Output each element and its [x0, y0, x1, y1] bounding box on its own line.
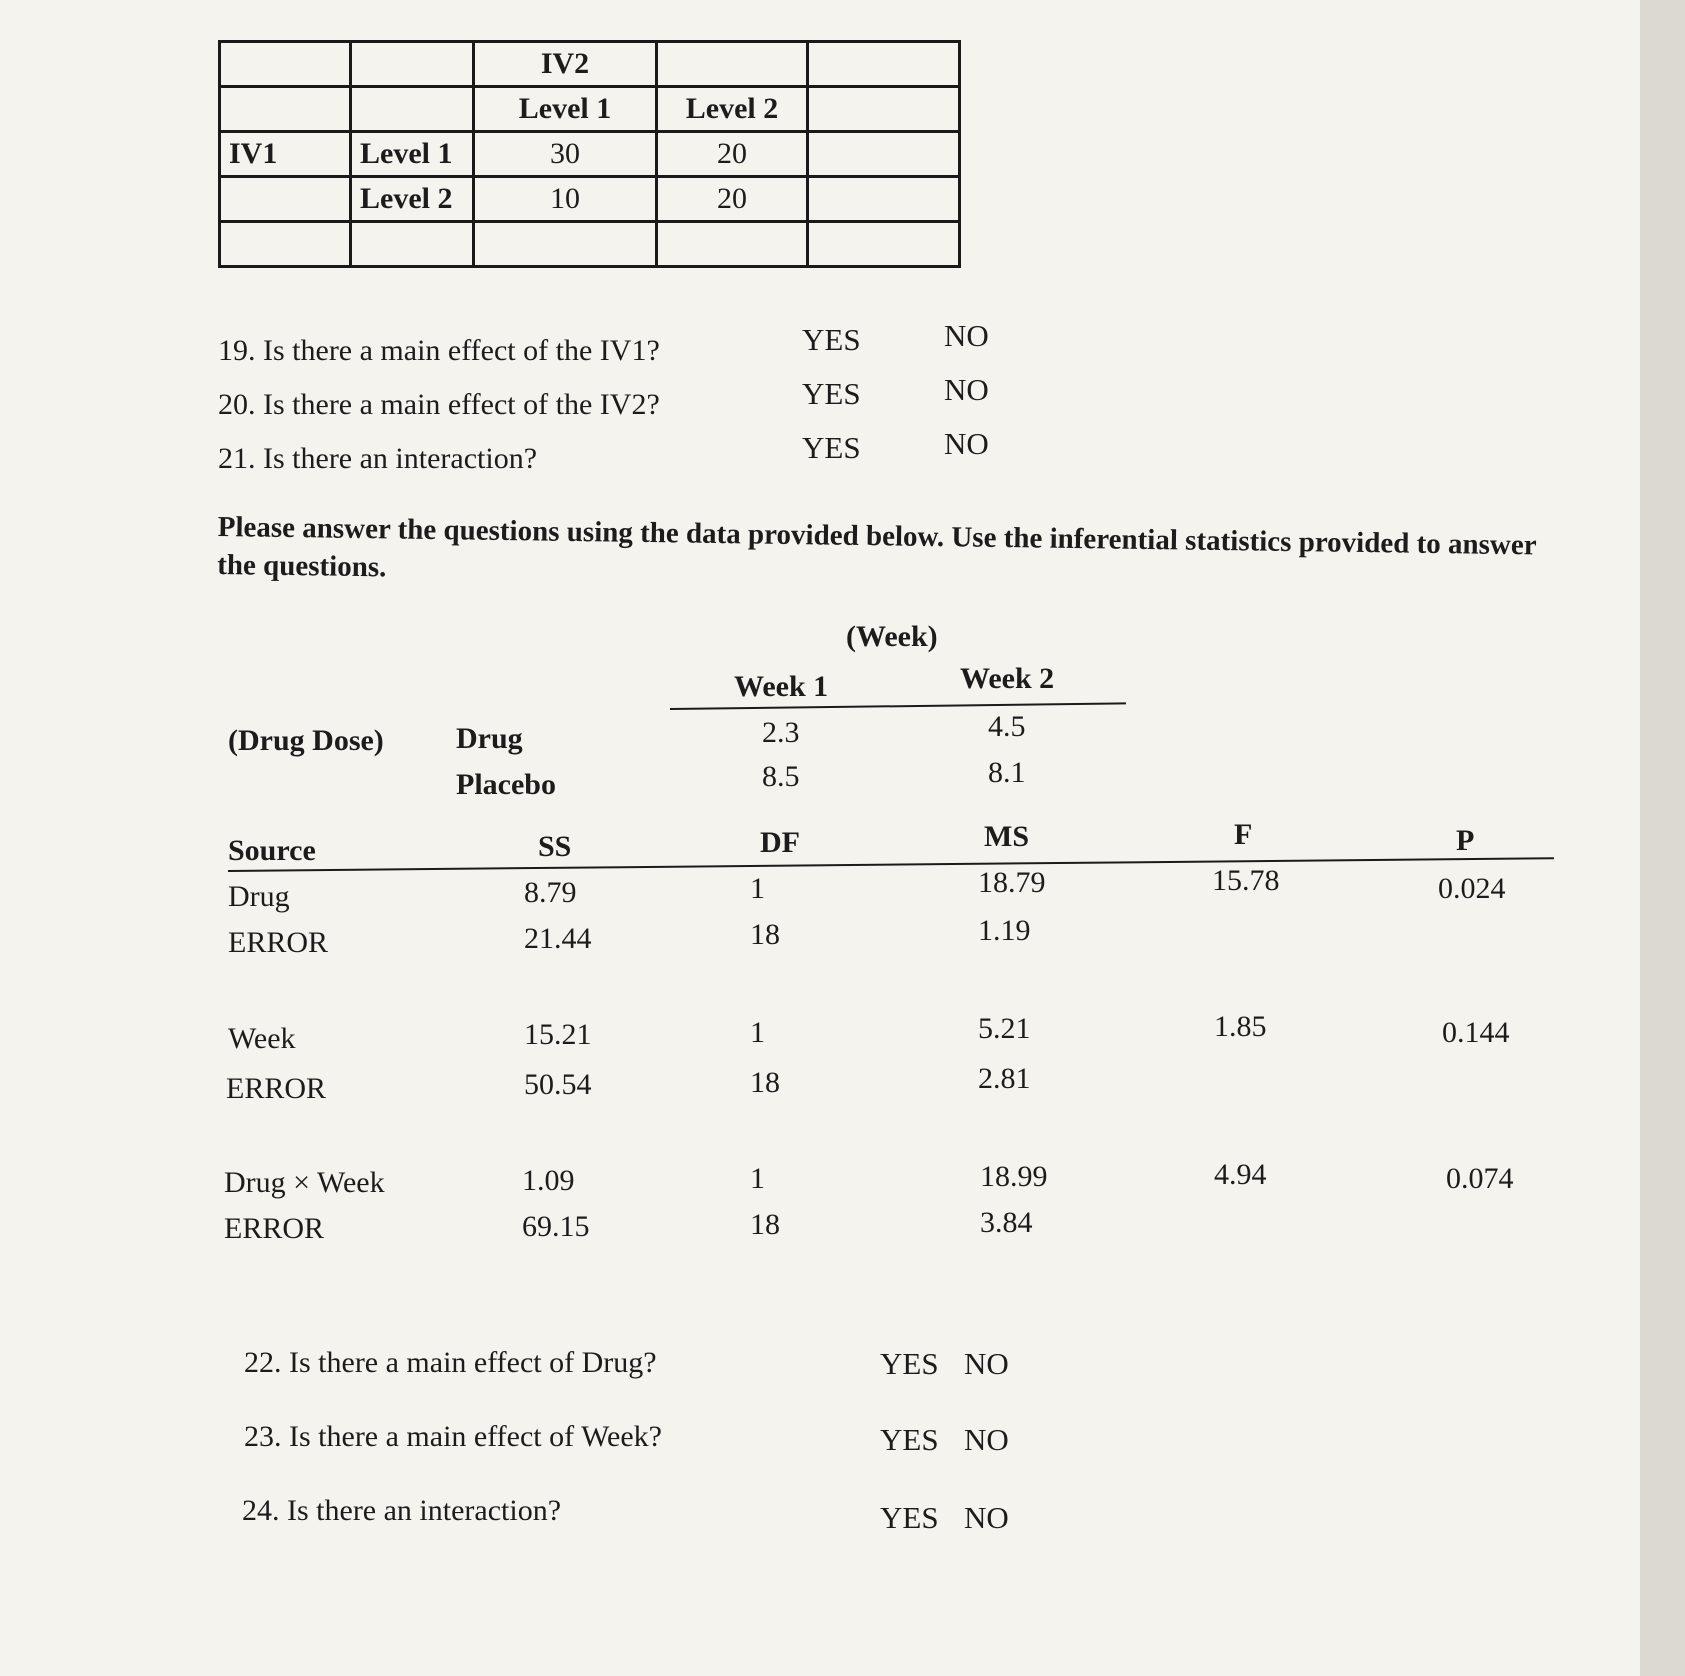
table-row: [220, 42, 960, 87]
q21-yes-option[interactable]: YES: [802, 430, 861, 465]
ms-value: 5.21: [978, 1012, 1031, 1045]
f-value: 15.78: [1212, 864, 1280, 897]
ms-value: 18.99: [980, 1160, 1048, 1193]
question-21: 21. Is there an interaction?: [218, 442, 538, 475]
df-value: 1: [750, 1016, 765, 1049]
ss-value: 8.79: [524, 876, 577, 909]
question-19: 19. Is there a main effect of the IV1?: [218, 334, 660, 367]
mean-value: 8.1: [988, 756, 1026, 789]
f-header: F: [1234, 818, 1253, 851]
ss-value: 1.09: [522, 1164, 575, 1197]
ms-value: 3.84: [980, 1206, 1033, 1239]
q23-no-option[interactable]: NO: [964, 1422, 1009, 1457]
iv1-label: IV1: [220, 132, 351, 177]
cell-value: 10: [474, 177, 657, 222]
source-drug: Drug: [228, 880, 290, 913]
source-error: ERROR: [226, 1072, 327, 1105]
question-24: 24. Is there an interaction?: [242, 1494, 562, 1527]
question-22: 22. Is there a main effect of Drug?: [244, 1346, 657, 1379]
ss-value: 69.15: [522, 1210, 590, 1243]
week1-header: Week 1: [734, 670, 829, 703]
week2-header: Week 2: [960, 662, 1055, 695]
mean-value: 2.3: [762, 716, 800, 749]
ms-value: 2.81: [978, 1062, 1031, 1095]
q19-no-option[interactable]: NO: [944, 318, 989, 353]
page-edge: [1640, 0, 1685, 1676]
ms-header: MS: [984, 820, 1029, 853]
ss-header: SS: [538, 830, 572, 863]
p-header: P: [1456, 824, 1475, 857]
mean-value: 8.5: [762, 760, 800, 793]
design-table: [218, 40, 961, 268]
instructions: Please answer the questions using the data provided below. Use the inferential statistics provided to answer the questions.: [216, 510, 1537, 584]
mean-value: 4.5: [988, 710, 1026, 743]
df-value: 18: [750, 1066, 780, 1099]
source-error: ERROR: [224, 1212, 325, 1245]
table-row: [220, 87, 960, 132]
placebo-row-label: Placebo: [456, 768, 556, 801]
drug-dose-label: (Drug Dose): [228, 724, 384, 757]
df-value: 18: [750, 918, 780, 951]
ms-value: 1.19: [978, 914, 1031, 947]
table-row: [220, 132, 960, 177]
ss-value: 15.21: [524, 1018, 592, 1051]
q24-yes-option[interactable]: YES: [880, 1500, 939, 1535]
iv1-level1: Level 1: [351, 132, 474, 177]
source-header: Source: [228, 834, 316, 867]
iv2-header: IV2: [474, 42, 657, 87]
ms-value: 18.79: [978, 866, 1046, 899]
q22-yes-option[interactable]: YES: [880, 1346, 939, 1381]
df-value: 1: [750, 1162, 765, 1195]
f-value: 1.85: [1214, 1010, 1267, 1043]
iv2-level1: Level 1: [474, 87, 657, 132]
q20-no-option[interactable]: NO: [944, 372, 989, 407]
table-row: [220, 222, 960, 267]
q21-no-option[interactable]: NO: [944, 426, 989, 461]
q24-no-option[interactable]: NO: [964, 1500, 1009, 1535]
df-header: DF: [760, 826, 800, 859]
df-value: 1: [750, 872, 765, 905]
ss-value: 50.54: [524, 1068, 592, 1101]
source-week: Week: [228, 1022, 296, 1055]
q23-yes-option[interactable]: YES: [880, 1422, 939, 1457]
drug-row-label: Drug: [456, 722, 523, 755]
q22-no-option[interactable]: NO: [964, 1346, 1009, 1381]
p-value: 0.024: [1438, 872, 1506, 905]
cell-value: 30: [474, 132, 657, 177]
f-value: 4.94: [1214, 1158, 1267, 1191]
table-row: [220, 177, 960, 222]
iv2-level2: Level 2: [657, 87, 808, 132]
q19-yes-option[interactable]: YES: [802, 322, 861, 357]
iv1-level2: Level 2: [351, 177, 474, 222]
source-error: ERROR: [228, 926, 329, 959]
cell-value: 20: [657, 177, 808, 222]
question-20: 20. Is there a main effect of the IV2?: [218, 388, 660, 421]
question-23: 23. Is there a main effect of Week?: [244, 1420, 662, 1453]
q20-yes-option[interactable]: YES: [802, 376, 861, 411]
week-header: (Week): [846, 620, 938, 653]
p-value: 0.144: [1442, 1016, 1510, 1049]
source-drug-x-week: Drug × Week: [224, 1166, 385, 1199]
ss-value: 21.44: [524, 922, 592, 955]
cell-value: 20: [657, 132, 808, 177]
df-value: 18: [750, 1208, 780, 1241]
p-value: 0.074: [1446, 1162, 1514, 1195]
